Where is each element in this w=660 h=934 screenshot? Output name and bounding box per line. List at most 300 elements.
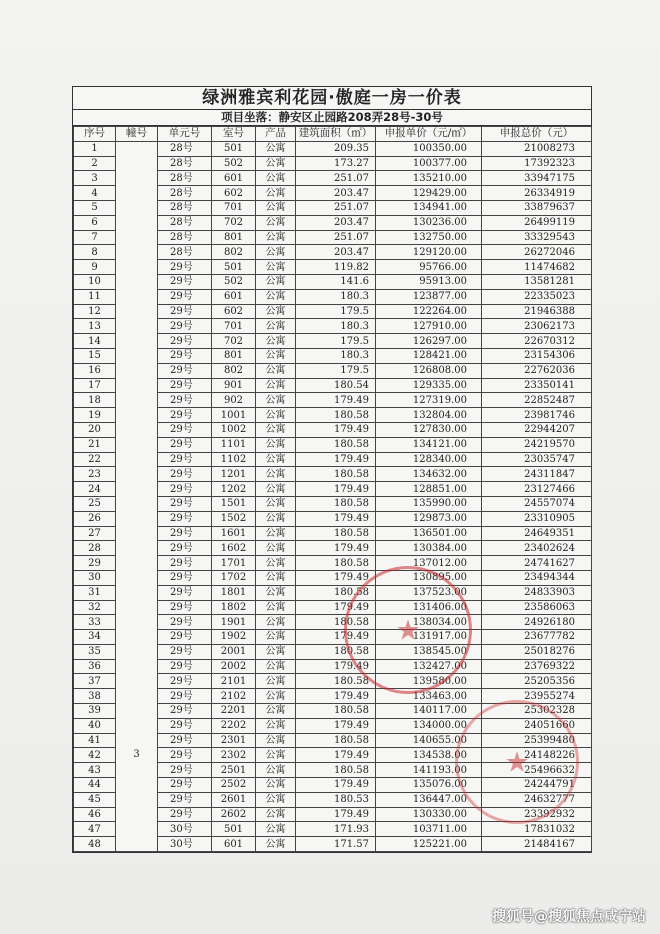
table-cell: 601 — [212, 171, 256, 186]
table-cell: 11 — [74, 289, 116, 304]
table-cell: 公寓 — [256, 348, 296, 363]
table-cell: 179.49 — [296, 570, 376, 585]
table-cell: 180.54 — [296, 378, 376, 393]
table-cell: 180.58 — [296, 585, 376, 600]
table-cell: 公寓 — [256, 763, 296, 778]
table-cell: 29号 — [158, 304, 212, 319]
table-cell: 29号 — [158, 644, 212, 659]
table-cell: 公寓 — [256, 778, 296, 793]
table-cell: 29号 — [158, 393, 212, 408]
table-cell: 180.58 — [296, 615, 376, 630]
table-cell: 26334919 — [482, 186, 592, 201]
table-cell: 22335023 — [482, 289, 592, 304]
table-cell: 29号 — [158, 704, 212, 719]
table-cell: 公寓 — [256, 674, 296, 689]
table-cell: 203.47 — [296, 186, 376, 201]
table-cell: 1002 — [212, 422, 256, 437]
table-cell: 公寓 — [256, 393, 296, 408]
table-cell: 22852487 — [482, 393, 592, 408]
table-cell: 29号 — [158, 526, 212, 541]
table-cell: 29号 — [158, 674, 212, 689]
table-cell: 701 — [212, 319, 256, 334]
table-cell: 36 — [74, 659, 116, 674]
table-cell: 23392932 — [482, 807, 592, 822]
table-cell: 29号 — [158, 511, 212, 526]
table-cell: 126808.00 — [376, 363, 482, 378]
table-cell: 29号 — [158, 807, 212, 822]
table-cell: 29号 — [158, 378, 212, 393]
table-cell: 23154306 — [482, 348, 592, 363]
table-cell: 119.82 — [296, 260, 376, 275]
table-cell: 29号 — [158, 319, 212, 334]
price-table — [73, 126, 592, 852]
table-cell: 251.07 — [296, 230, 376, 245]
table-cell: 26499119 — [482, 215, 592, 230]
table-cell: 180.58 — [296, 408, 376, 423]
table-cell: 11474682 — [482, 260, 592, 275]
table-cell: 179.49 — [296, 393, 376, 408]
table-cell: 33 — [74, 615, 116, 630]
table-cell: 29号 — [158, 496, 212, 511]
table-cell: 130895.00 — [376, 570, 482, 585]
table-cell: 1601 — [212, 526, 256, 541]
table-cell: 180.58 — [296, 496, 376, 511]
table-cell: 38 — [74, 689, 116, 704]
table-cell: 100350.00 — [376, 141, 482, 156]
table-cell: 34 — [74, 630, 116, 645]
table-cell: 501 — [212, 822, 256, 837]
table-cell: 47 — [74, 822, 116, 837]
table-cell: 137012.00 — [376, 556, 482, 571]
table-cell: 1701 — [212, 556, 256, 571]
table-cell: 2502 — [212, 778, 256, 793]
table-cell: 179.49 — [296, 778, 376, 793]
table-cell: 132427.00 — [376, 659, 482, 674]
table-cell: 公寓 — [256, 408, 296, 423]
table-cell: 1101 — [212, 437, 256, 452]
table-cell: 24926180 — [482, 615, 592, 630]
table-cell: 公寓 — [256, 245, 296, 260]
table-cell: 2 — [74, 156, 116, 171]
table-cell: 43 — [74, 763, 116, 778]
seal-star-icon: ★ — [504, 745, 530, 779]
table-cell: 901 — [212, 378, 256, 393]
table-cell: 29号 — [158, 718, 212, 733]
table-cell: 140117.00 — [376, 704, 482, 719]
column-header: 产品 — [256, 127, 296, 142]
table-cell: 100377.00 — [376, 156, 482, 171]
table-cell: 48 — [74, 837, 116, 852]
table-cell: 135990.00 — [376, 496, 482, 511]
table-cell: 129429.00 — [376, 186, 482, 201]
table-cell: 21 — [74, 437, 116, 452]
column-header: 幢号 — [116, 127, 158, 142]
table-cell: 16 — [74, 363, 116, 378]
document-title: 绿洲雅宾利花园·傲庭一房一价表 — [73, 87, 591, 110]
table-cell: 29号 — [158, 630, 212, 645]
table-cell: 公寓 — [256, 807, 296, 822]
table-cell: 29 — [74, 556, 116, 571]
table-cell: 29号 — [158, 363, 212, 378]
table-cell: 138034.00 — [376, 615, 482, 630]
table-cell: 501 — [212, 260, 256, 275]
table-cell: 502 — [212, 156, 256, 171]
table-cell: 2201 — [212, 704, 256, 719]
table-cell: 公寓 — [256, 334, 296, 349]
table-cell: 22670312 — [482, 334, 592, 349]
table-cell: 24051660 — [482, 718, 592, 733]
table-cell: 130330.00 — [376, 807, 482, 822]
table-cell: 127830.00 — [376, 422, 482, 437]
table-cell: 1602 — [212, 541, 256, 556]
table-cell: 2002 — [212, 659, 256, 674]
column-header: 单元号 — [158, 127, 212, 142]
table-cell: 公寓 — [256, 511, 296, 526]
table-cell: 180.53 — [296, 792, 376, 807]
table-cell: 1501 — [212, 496, 256, 511]
building-number-cell: 3 — [116, 141, 158, 851]
table-cell: 1201 — [212, 467, 256, 482]
table-cell: 41 — [74, 733, 116, 748]
table-cell: 127319.00 — [376, 393, 482, 408]
table-cell: 29号 — [158, 585, 212, 600]
table-cell: 2101 — [212, 674, 256, 689]
table-cell: 129873.00 — [376, 511, 482, 526]
table-cell: 29号 — [158, 260, 212, 275]
table-cell: 23677782 — [482, 630, 592, 645]
table-cell: 公寓 — [256, 600, 296, 615]
table-cell: 127910.00 — [376, 319, 482, 334]
table-cell: 13581281 — [482, 274, 592, 289]
table-cell: 30号 — [158, 822, 212, 837]
table-cell: 179.49 — [296, 452, 376, 467]
table-cell: 24632777 — [482, 792, 592, 807]
table-cell: 25302328 — [482, 704, 592, 719]
table-cell: 180.58 — [296, 763, 376, 778]
table-cell: 141.6 — [296, 274, 376, 289]
table-cell: 702 — [212, 334, 256, 349]
table-cell: 25399480 — [482, 733, 592, 748]
table-cell: 171.93 — [296, 822, 376, 837]
table-cell: 23 — [74, 467, 116, 482]
table-cell: 601 — [212, 289, 256, 304]
table-cell: 公寓 — [256, 156, 296, 171]
table-cell: 23402624 — [482, 541, 592, 556]
table-cell: 133463.00 — [376, 689, 482, 704]
table-cell: 26 — [74, 511, 116, 526]
table-cell: 28号 — [158, 141, 212, 156]
table-cell: 501 — [212, 141, 256, 156]
table-cell: 27 — [74, 526, 116, 541]
table-cell: 129335.00 — [376, 378, 482, 393]
table-cell: 29号 — [158, 422, 212, 437]
table-cell: 24148226 — [482, 748, 592, 763]
table-cell: 公寓 — [256, 319, 296, 334]
table-cell: 1502 — [212, 511, 256, 526]
table-cell: 2301 — [212, 733, 256, 748]
table-cell: 1901 — [212, 615, 256, 630]
table-cell: 37 — [74, 674, 116, 689]
table-cell: 44 — [74, 778, 116, 793]
table-cell: 32 — [74, 600, 116, 615]
table-cell: 33329543 — [482, 230, 592, 245]
table-cell: 128851.00 — [376, 482, 482, 497]
table-cell: 公寓 — [256, 556, 296, 571]
table-cell: 179.49 — [296, 659, 376, 674]
table-cell: 180.58 — [296, 674, 376, 689]
table-cell: 180.3 — [296, 319, 376, 334]
table-cell: 29号 — [158, 467, 212, 482]
table-cell: 2602 — [212, 807, 256, 822]
table-cell: 24311847 — [482, 467, 592, 482]
table-cell: 24219570 — [482, 437, 592, 452]
table-cell: 29号 — [158, 408, 212, 423]
table-cell: 2102 — [212, 689, 256, 704]
table-cell: 1801 — [212, 585, 256, 600]
table-cell: 42 — [74, 748, 116, 763]
table-cell: 122264.00 — [376, 304, 482, 319]
table-cell: 28号 — [158, 230, 212, 245]
table-cell: 601 — [212, 837, 256, 852]
table-cell: 126297.00 — [376, 334, 482, 349]
table-cell: 29号 — [158, 659, 212, 674]
table-cell: 公寓 — [256, 171, 296, 186]
table-cell: 95766.00 — [376, 260, 482, 275]
table-cell: 134121.00 — [376, 437, 482, 452]
table-cell: 179.49 — [296, 748, 376, 763]
table-cell: 31 — [74, 585, 116, 600]
table-cell: 179.5 — [296, 363, 376, 378]
table-cell: 23955274 — [482, 689, 592, 704]
table-cell: 251.07 — [296, 171, 376, 186]
table-cell: 公寓 — [256, 186, 296, 201]
table-cell: 251.07 — [296, 200, 376, 215]
table-row — [74, 141, 592, 156]
table-cell: 180.58 — [296, 526, 376, 541]
table-cell: 21008273 — [482, 141, 592, 156]
table-cell: 179.49 — [296, 807, 376, 822]
table-cell: 23981746 — [482, 408, 592, 423]
table-cell: 17 — [74, 378, 116, 393]
table-cell: 28号 — [158, 200, 212, 215]
table-cell: 公寓 — [256, 482, 296, 497]
table-cell: 24 — [74, 482, 116, 497]
table-cell: 129120.00 — [376, 245, 482, 260]
table-cell: 29号 — [158, 748, 212, 763]
table-cell: 29号 — [158, 289, 212, 304]
table-cell: 公寓 — [256, 422, 296, 437]
table-cell: 24649351 — [482, 526, 592, 541]
table-cell: 123877.00 — [376, 289, 482, 304]
table-cell: 25 — [74, 496, 116, 511]
table-cell: 公寓 — [256, 260, 296, 275]
table-cell: 公寓 — [256, 363, 296, 378]
table-cell: 2202 — [212, 718, 256, 733]
table-cell: 17831032 — [482, 822, 592, 837]
project-location: 项目坐落：静安区止园路208弄28号-30号 — [73, 110, 591, 126]
table-cell: 33879637 — [482, 200, 592, 215]
table-cell: 180.58 — [296, 437, 376, 452]
table-cell: 95913.00 — [376, 274, 482, 289]
table-cell: 9 — [74, 260, 116, 275]
table-cell: 公寓 — [256, 437, 296, 452]
table-cell: 502 — [212, 274, 256, 289]
table-cell: 103711.00 — [376, 822, 482, 837]
table-cell: 29号 — [158, 733, 212, 748]
table-cell: 公寓 — [256, 630, 296, 645]
table-cell: 28号 — [158, 186, 212, 201]
table-cell: 23035747 — [482, 452, 592, 467]
table-cell: 134632.00 — [376, 467, 482, 482]
table-cell: 180.58 — [296, 556, 376, 571]
table-cell: 28号 — [158, 245, 212, 260]
table-header-row — [74, 127, 592, 142]
table-cell: 203.47 — [296, 245, 376, 260]
table-cell: 29号 — [158, 763, 212, 778]
table-cell: 171.57 — [296, 837, 376, 852]
table-cell: 公寓 — [256, 659, 296, 674]
table-cell: 公寓 — [256, 644, 296, 659]
table-cell: 23310905 — [482, 511, 592, 526]
table-cell: 29号 — [158, 570, 212, 585]
table-cell: 5 — [74, 200, 116, 215]
table-cell: 19 — [74, 408, 116, 423]
table-cell: 801 — [212, 348, 256, 363]
table-cell: 29号 — [158, 274, 212, 289]
table-cell: 28号 — [158, 215, 212, 230]
table-cell: 136501.00 — [376, 526, 482, 541]
table-cell: 140655.00 — [376, 733, 482, 748]
table-cell: 180.3 — [296, 289, 376, 304]
table-cell: 180.58 — [296, 467, 376, 482]
table-cell: 8 — [74, 245, 116, 260]
table-cell: 702 — [212, 215, 256, 230]
table-cell: 24833903 — [482, 585, 592, 600]
table-cell: 137523.00 — [376, 585, 482, 600]
table-cell: 30号 — [158, 837, 212, 852]
table-cell: 23127466 — [482, 482, 592, 497]
table-cell: 125221.00 — [376, 837, 482, 852]
table-cell: 公寓 — [256, 452, 296, 467]
table-cell: 26272046 — [482, 245, 592, 260]
table-body — [74, 141, 592, 851]
table-cell: 公寓 — [256, 274, 296, 289]
table-cell: 1001 — [212, 408, 256, 423]
table-cell: 29号 — [158, 778, 212, 793]
table-cell: 180.58 — [296, 644, 376, 659]
table-cell: 179.49 — [296, 718, 376, 733]
table-cell: 134941.00 — [376, 200, 482, 215]
table-cell: 公寓 — [256, 748, 296, 763]
table-cell: 20 — [74, 422, 116, 437]
table-cell: 公寓 — [256, 615, 296, 630]
table-cell: 29号 — [158, 792, 212, 807]
table-cell: 132804.00 — [376, 408, 482, 423]
table-cell: 公寓 — [256, 215, 296, 230]
table-cell: 132750.00 — [376, 230, 482, 245]
table-cell: 209.35 — [296, 141, 376, 156]
table-cell: 134000.00 — [376, 718, 482, 733]
table-cell: 179.49 — [296, 482, 376, 497]
table-cell: 13 — [74, 319, 116, 334]
table-cell: 29号 — [158, 615, 212, 630]
table-cell: 138545.00 — [376, 644, 482, 659]
table-cell: 29号 — [158, 689, 212, 704]
table-cell: 25205356 — [482, 674, 592, 689]
table-cell: 公寓 — [256, 704, 296, 719]
table-cell: 179.49 — [296, 630, 376, 645]
table-cell: 21484167 — [482, 837, 592, 852]
table-cell: 公寓 — [256, 585, 296, 600]
table-cell: 公寓 — [256, 837, 296, 852]
table-cell: 701 — [212, 200, 256, 215]
table-cell: 公寓 — [256, 304, 296, 319]
table-cell: 136447.00 — [376, 792, 482, 807]
table-cell: 29号 — [158, 437, 212, 452]
table-cell: 22762036 — [482, 363, 592, 378]
table-cell: 23769322 — [482, 659, 592, 674]
table-cell: 180.58 — [296, 704, 376, 719]
table-cell: 28号 — [158, 156, 212, 171]
table-cell: 173.27 — [296, 156, 376, 171]
table-cell: 2501 — [212, 763, 256, 778]
table-cell: 128421.00 — [376, 348, 482, 363]
table-cell: 902 — [212, 393, 256, 408]
table-cell: 21946388 — [482, 304, 592, 319]
source-watermark: 搜狐号@搜狐焦点咸宁站 — [492, 909, 646, 925]
table-cell: 3 — [74, 171, 116, 186]
table-cell: 公寓 — [256, 570, 296, 585]
table-cell: 公寓 — [256, 733, 296, 748]
table-cell: 29号 — [158, 482, 212, 497]
table-cell: 1802 — [212, 600, 256, 615]
table-cell: 29号 — [158, 556, 212, 571]
table-cell: 802 — [212, 245, 256, 260]
table-cell: 公寓 — [256, 230, 296, 245]
table-cell: 2001 — [212, 644, 256, 659]
table-cell: 33947175 — [482, 171, 592, 186]
table-cell: 29号 — [158, 600, 212, 615]
table-cell: 10 — [74, 274, 116, 289]
table-cell: 公寓 — [256, 200, 296, 215]
table-cell: 公寓 — [256, 141, 296, 156]
table-cell: 203.47 — [296, 215, 376, 230]
table-cell: 29号 — [158, 452, 212, 467]
column-header: 序号 — [74, 127, 116, 142]
table-cell: 25018276 — [482, 644, 592, 659]
table-cell: 35 — [74, 644, 116, 659]
table-cell: 130384.00 — [376, 541, 482, 556]
table-cell: 15 — [74, 348, 116, 363]
table-cell: 801 — [212, 230, 256, 245]
table-cell: 4 — [74, 186, 116, 201]
seal-star-icon: ★ — [395, 613, 421, 647]
table-cell: 公寓 — [256, 718, 296, 733]
table-cell: 179.49 — [296, 689, 376, 704]
table-cell: 180.58 — [296, 733, 376, 748]
table-cell: 28号 — [158, 171, 212, 186]
table-cell: 180.3 — [296, 348, 376, 363]
table-cell: 130236.00 — [376, 215, 482, 230]
table-cell: 28 — [74, 541, 116, 556]
table-cell: 6 — [74, 215, 116, 230]
table-cell: 18 — [74, 393, 116, 408]
table-cell: 12 — [74, 304, 116, 319]
table-cell: 23494344 — [482, 570, 592, 585]
column-header: 申报总价（元） — [482, 127, 592, 142]
table-cell: 141193.00 — [376, 763, 482, 778]
price-list-document — [72, 86, 592, 853]
